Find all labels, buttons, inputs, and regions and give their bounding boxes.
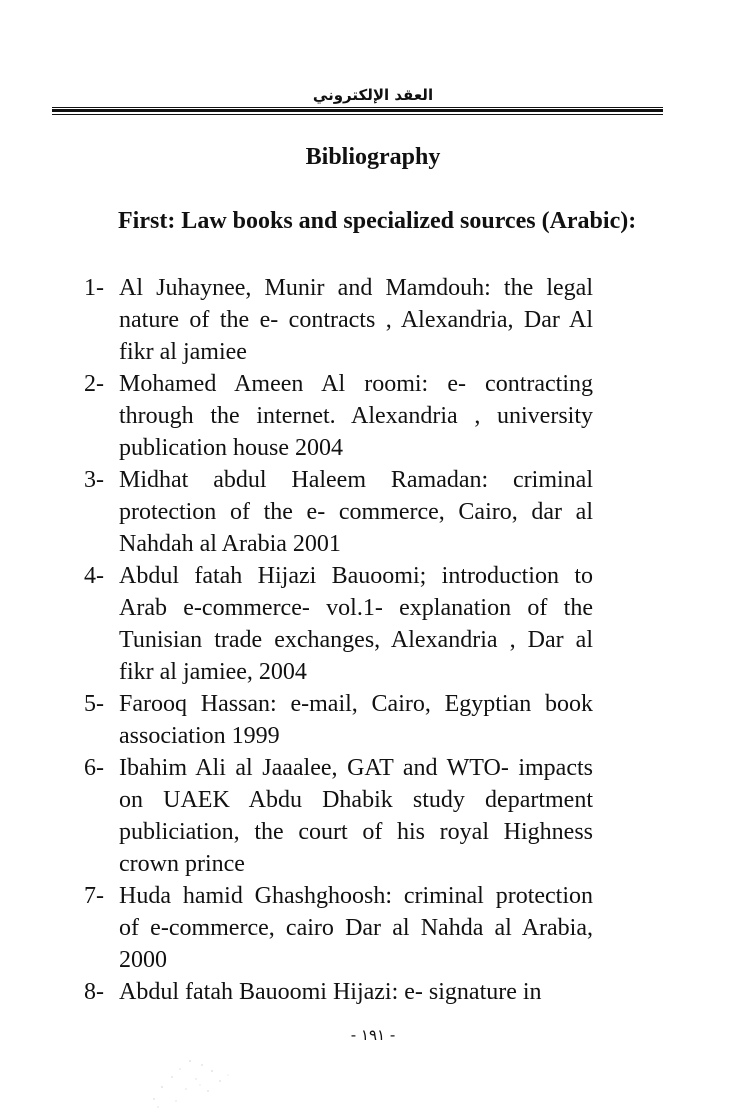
scan-noise: [150, 1055, 240, 1110]
bibliography-entry: [0, 688, 746, 752]
entry-text-line: Abdul fatah Bauoomi Hijazi: e- signature in: [119, 979, 542, 1005]
entry-text-line: 2000: [119, 947, 167, 973]
entry-text-line: nature of the e- contracts , Alexandria, Dar Al: [119, 307, 593, 333]
bibliography-entry: [0, 272, 746, 368]
entry-text-line: crown prince: [119, 851, 245, 877]
entry-text-line: on UAEK Abdu Dhabik study department: [119, 787, 593, 813]
entry-text-line: Nahdah al Arabia 2001: [119, 531, 341, 557]
entry-text-line: protection of the e- commerce, Cairo, dar al: [119, 499, 593, 525]
entry-text-line: association 1999: [119, 723, 280, 749]
entry-number: 2-: [84, 371, 104, 397]
entry-text-line: Arab e-commerce- vol.1- explanation of the: [119, 595, 593, 621]
entry-text-line: fikr al jamiee: [119, 339, 247, 365]
running-header-title: العقد الإلكتروني: [312, 86, 434, 104]
bibliography-entry: [0, 464, 746, 560]
entry-text-line: fikr al jamiee, 2004: [119, 659, 307, 685]
entry-number: 3-: [84, 467, 104, 493]
entry-text-line: Farooq Hassan: e-mail, Cairo, Egyptian book: [119, 691, 593, 717]
entry-text-line: Al Juhaynee, Munir and Mamdouh: the legal: [119, 275, 593, 301]
bibliography-entry: [0, 880, 746, 976]
entry-text-line: publiciation, the court of his royal Highness: [119, 819, 593, 845]
bibliography-list: [0, 272, 746, 1008]
entry-text-line: Mohamed Ameen Al roomi: e- contracting: [119, 371, 593, 397]
entry-number: 5-: [84, 691, 104, 717]
header-rule-bottom: [52, 114, 663, 115]
bibliography-entry: [0, 752, 746, 880]
bibliography-entry: [0, 368, 746, 464]
bibliography-entry: [0, 976, 746, 1008]
page-heading: Bibliography: [305, 144, 441, 170]
entry-number: 1-: [84, 275, 104, 301]
entry-text-line: Abdul fatah Hijazi Bauoomi; introduction to: [119, 563, 593, 589]
entry-text-line: Midhat abdul Haleem Ramadan: criminal: [119, 467, 593, 493]
page-number: - ١٩١ -: [350, 1026, 396, 1044]
entry-number: 6-: [84, 755, 104, 781]
entry-text-line: of e-commerce, cairo Dar al Nahda al Arabia,: [119, 915, 593, 941]
header-rule-top: [52, 107, 663, 108]
header-rule-thick: [52, 109, 663, 112]
entry-number: 8-: [84, 979, 104, 1005]
entry-text-line: publication house 2004: [119, 435, 343, 461]
entry-text-line: through the internet. Alexandria , university: [119, 403, 593, 429]
bibliography-entry: [0, 560, 746, 688]
entry-text-line: Ibahim Ali al Jaaalee, GAT and WTO- impacts: [119, 755, 593, 781]
section-heading: First: Law books and specialized sources (Arabic):: [118, 208, 637, 234]
entry-text-line: Tunisian trade exchanges, Alexandria , Dar al: [119, 627, 593, 653]
entry-number: 7-: [84, 883, 104, 909]
entry-text-line: Huda hamid Ghashghoosh: criminal protection: [119, 883, 593, 909]
entry-number: 4-: [84, 563, 104, 589]
